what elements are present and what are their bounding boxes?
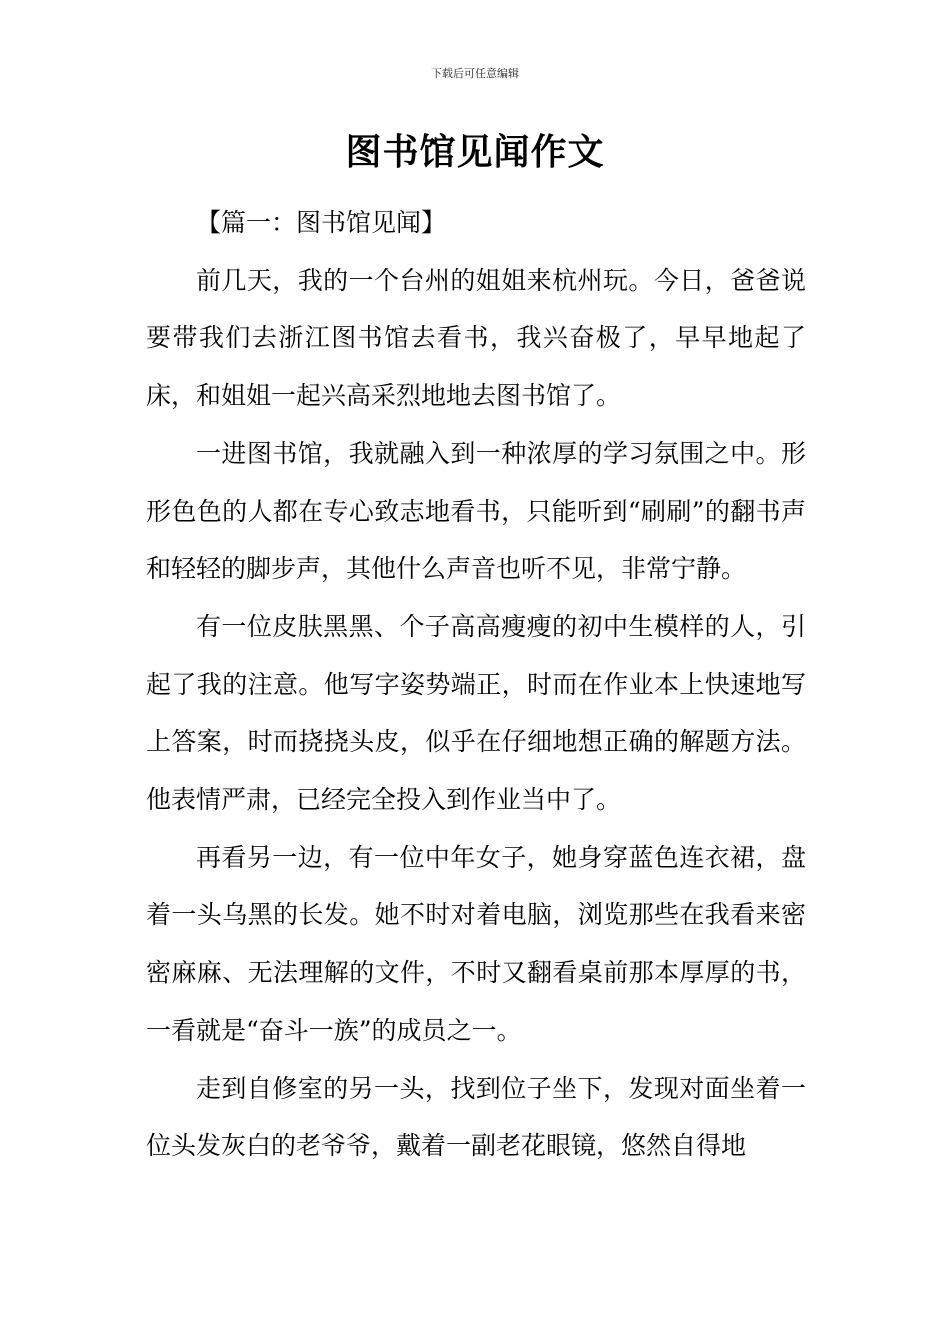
paragraph-5: 走到自修室的另一头，找到位子坐下，发现对面坐着一位头发灰白的老爷爷，戴着一副老花眼镜，悠然自得地: [146, 1073, 806, 1161]
paragraph-4: 再看另一边，有一位中年女子，她身穿蓝色连衣裙，盘着一头乌黑的长发。她不时对着电脑，浏览那些在我看来密密麻麻、无法理解的文件，不时又翻看桌前那本厚厚的书，一看就是“奋斗一族”的成员之一。: [146, 842, 806, 1045]
paragraph-1: 前几天，我的一个台州的姐姐来杭州玩。今日，爸爸说要带我们去浙江图书馆去看书，我兴奋极了，早早地起了床，和姐姐一起兴高采烈地地去图书馆了。: [146, 265, 806, 411]
section-heading: 【篇一：图书馆见闻】: [196, 208, 447, 237]
document-title: 图书馆见闻作文: [345, 131, 605, 173]
header-note: 下载后可任意编辑: [431, 67, 519, 80]
paragraph-2: 一进图书馆，我就融入到一种浓厚的学习氛围之中。形形色色的人都在专心致志地看书，只能听到“刷刷”的翻书声和轻轻的脚步声，其他什么声音也听不见，非常宁静。: [146, 438, 806, 584]
document-body: [146, 194, 806, 1175]
paragraph-3: 有一位皮肤黑黑、个子高高瘦瘦的初中生模样的人，引起了我的注意。他写字姿势端正，时而在作业本上快速地写上答案，时而挠挠头皮，似乎在仔细地想正确的解题方法。他表情严肃，已经完全投入到作业当中了。: [146, 611, 806, 815]
